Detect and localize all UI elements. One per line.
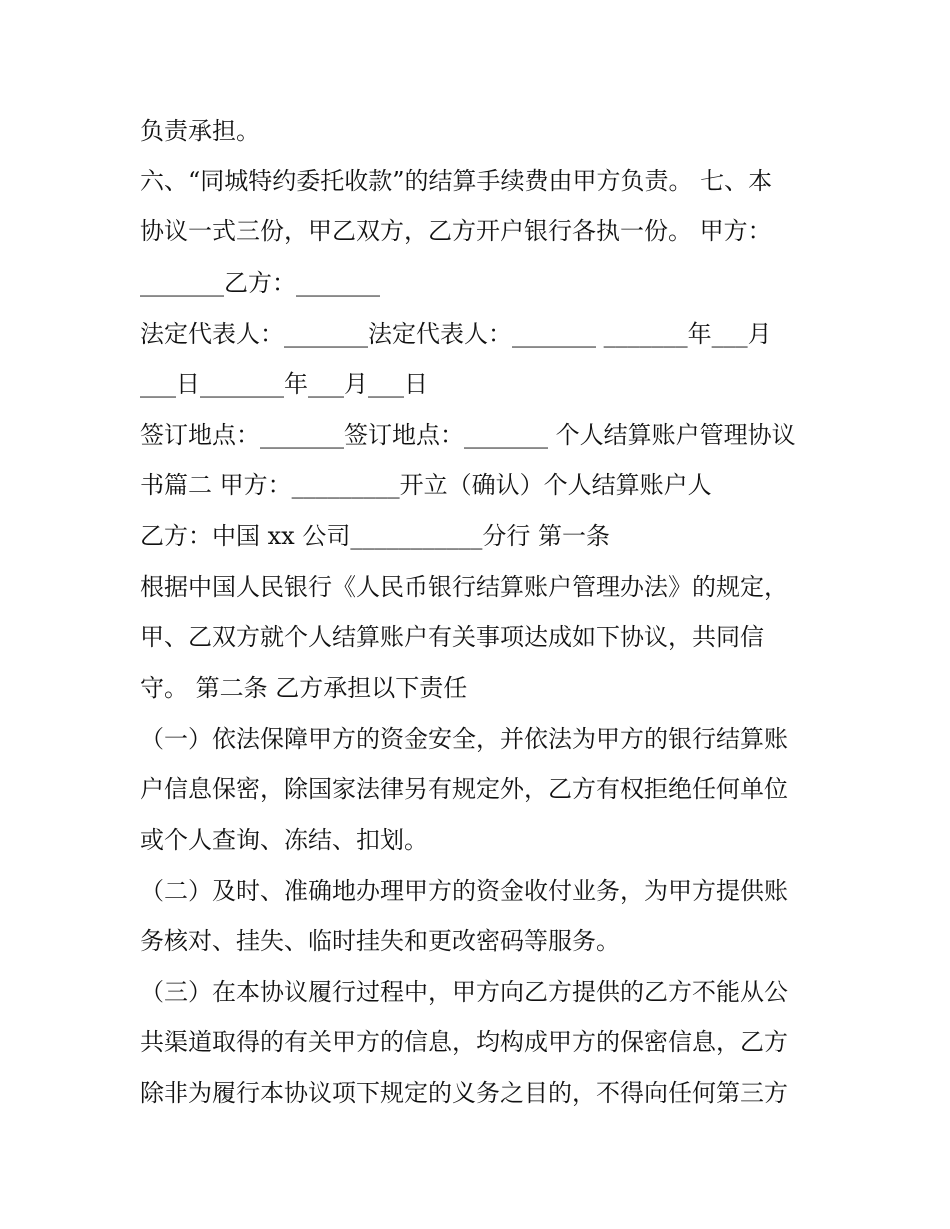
text-line: 除非为履行本协议项下规定的义务之目的，不得向任何第三方 [140, 1079, 788, 1107]
text-line: （三）在本协议履行过程中，甲方向乙方提供的乙方不能从公 [140, 978, 788, 1006]
text-line: 或个人查询、冻结、扣划。 [140, 826, 428, 854]
text-line: 签订地点：_______签订地点：_______ 个人结算账户管理协议 [140, 421, 796, 449]
text-line: 户信息保密，除国家法律另有规定外，乙方有权拒绝任何单位 [140, 775, 788, 803]
text-line: （二）及时、准确地办理甲方的资金收付业务，为甲方提供账 [140, 877, 788, 905]
text-line: 守。 第二条 乙方承担以下责任 [140, 674, 468, 702]
text-line: ___日_______年___月___日 [140, 370, 428, 398]
text-line: 甲、乙双方就个人结算账户有关事项达成如下协议，共同信 [140, 623, 764, 651]
text-line: 协议一式三份，甲乙双方，乙方开户银行各执一份。 甲方： [140, 217, 772, 245]
text-line: 根据中国人民银行《人民币银行结算账户管理办法》的规定， [140, 573, 788, 601]
text-line: _______乙方：_______ [140, 269, 380, 297]
text-line: （一）依法保障甲方的资金安全，并依法为甲方的银行结算账 [140, 725, 788, 753]
text-line: 共渠道取得的有关甲方的信息，均构成甲方的保密信息，乙方 [140, 1028, 788, 1056]
text-line: 法定代表人：_______法定代表人：_______ _______年___月 [140, 320, 772, 348]
text-line: 乙方：中国 xx 公司___________分行 第一条 [140, 522, 610, 550]
text-line: 务核对、挂失、临时挂失和更改密码等服务。 [140, 927, 620, 955]
text-line: 六、“同城特约委托收款”的结算手续费由甲方负责。 七、本 [140, 167, 773, 195]
text-line: 书篇二 甲方：_________开立（确认）个人结算账户人 [140, 471, 712, 499]
text-line: 负责承担。 [140, 117, 260, 145]
